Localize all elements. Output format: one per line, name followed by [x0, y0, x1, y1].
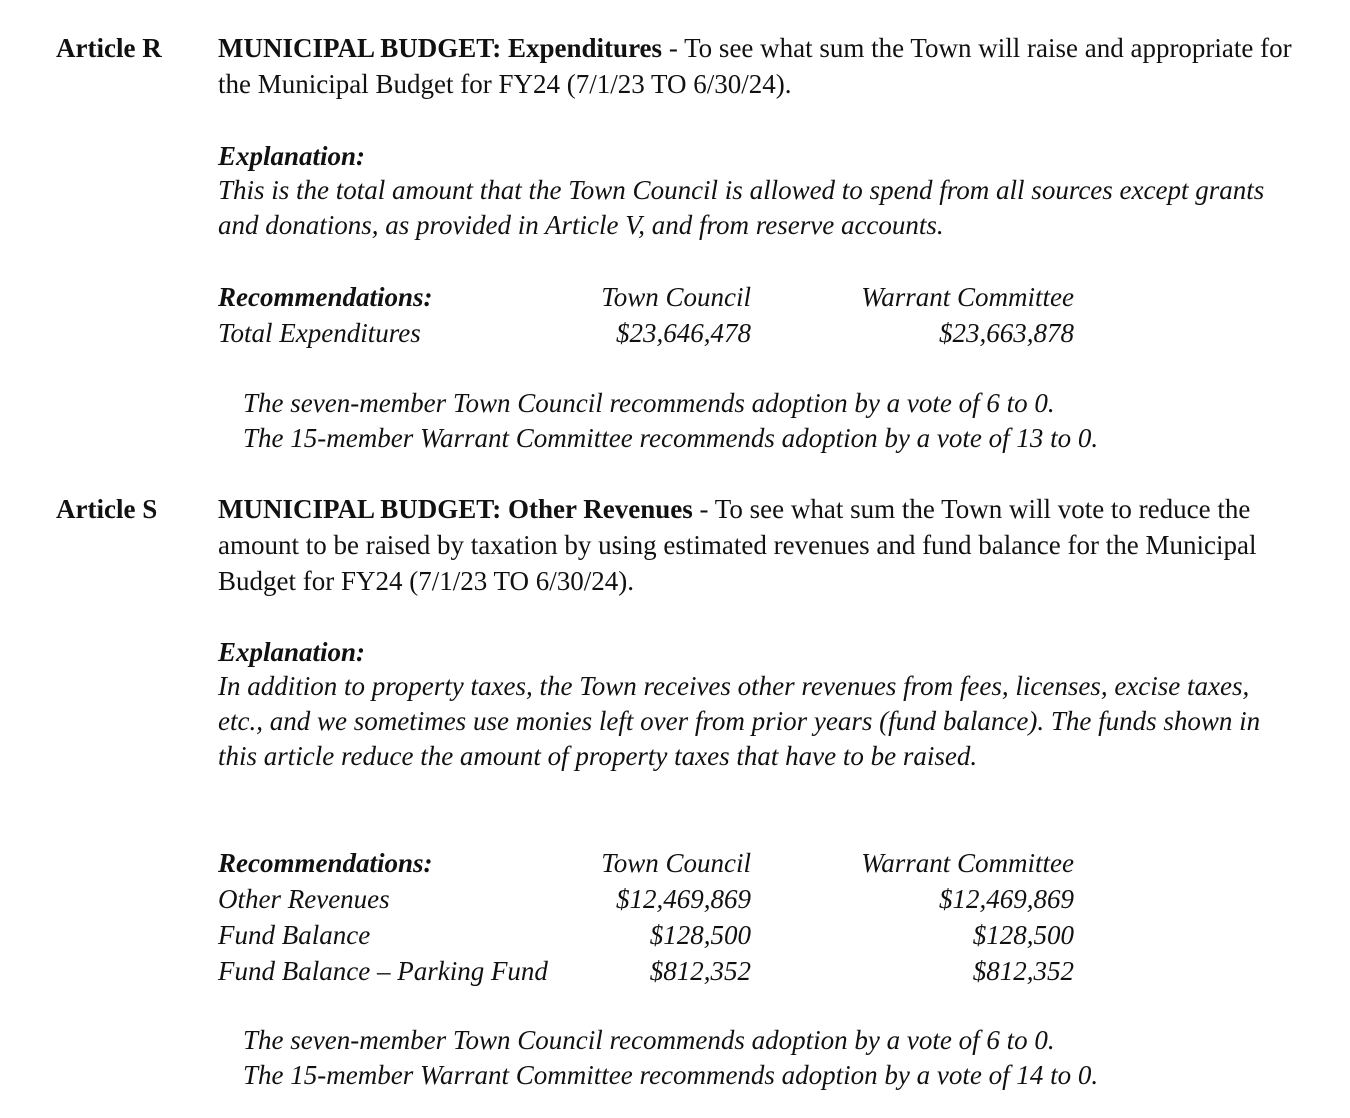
recommendations-heading: Recommendations: [218, 282, 433, 312]
article-title: MUNICIPAL BUDGET: Expenditures [218, 33, 663, 63]
warrant-committee-amount: $812,352 [972, 956, 1074, 986]
table-row [218, 953, 1088, 989]
table-row [218, 881, 1088, 917]
recommendations-heading: Recommendations: [218, 848, 433, 878]
warrant-committee-vote: The 15-member Warrant Committee recommends adoption by a vote of 13 to 0. [243, 423, 1099, 453]
town-council-amount: $128,500 [649, 920, 751, 950]
explanation-heading: Explanation: [218, 637, 366, 667]
recommendations-table [218, 279, 1088, 351]
article-description [218, 491, 1298, 599]
table-header-row [218, 845, 1088, 881]
row-label: Total Expenditures [218, 318, 421, 348]
column-header-warrant-committee: Warrant Committee [861, 848, 1074, 878]
article-text: To see what sum the Town will vote to reduce the amount to be raised by taxation by using estimated revenues and fund balance for the Municipal Budget for FY24 (7/1/23 TO 6/30/24). [218, 494, 1257, 596]
article-label: Article R [56, 33, 162, 63]
column-header-town-council: Town Council [601, 282, 751, 312]
explanation-text: This is the total amount that the Town Council is allowed to spend from all sources except grants and donations, as provided in Article V, and from reserve accounts. [218, 175, 1265, 240]
town-council-vote: The seven-member Town Council recommends adoption by a vote of 6 to 0. [243, 388, 1055, 418]
article-text: To see what sum the Town will raise and appropriate for the Municipal Budget for FY24 (7/1/23 TO 6/30/24). [218, 33, 1292, 99]
column-header-town-council: Town Council [601, 848, 751, 878]
title-separator: - [662, 33, 685, 63]
warrant-committee-amount: $23,663,878 [939, 318, 1074, 348]
row-label: Fund Balance [218, 920, 371, 950]
warrant-committee-amount: $12,469,869 [939, 884, 1074, 914]
table-header-row [218, 279, 1088, 315]
title-separator: - [692, 494, 715, 524]
table-row [218, 315, 1088, 351]
article-description [218, 30, 1298, 102]
column-header-warrant-committee: Warrant Committee [861, 282, 1074, 312]
warrant-committee-vote: The 15-member Warrant Committee recommends adoption by a vote of 14 to 0. [243, 1060, 1099, 1090]
row-label: Fund Balance – Parking Fund [218, 956, 548, 986]
explanation-text: In addition to property taxes, the Town receives other revenues from fees, licenses, excise taxes, etc., and we sometimes use monies left over from prior years (fund balance). The funds shown in this article reduce the amount of property taxes that have to be raised. [218, 671, 1261, 771]
town-council-vote: The seven-member Town Council recommends adoption by a vote of 6 to 0. [243, 1025, 1055, 1055]
article-label: Article S [56, 494, 158, 524]
article-title: MUNICIPAL BUDGET: Other Revenues [218, 494, 693, 524]
table-row [218, 917, 1088, 953]
recommendations-table [218, 845, 1088, 989]
town-council-amount: $812,352 [649, 956, 751, 986]
explanation-heading: Explanation: [218, 141, 366, 171]
town-council-amount: $23,646,478 [616, 318, 751, 348]
town-council-amount: $12,469,869 [616, 884, 751, 914]
row-label: Other Revenues [218, 884, 390, 914]
warrant-committee-amount: $128,500 [972, 920, 1074, 950]
